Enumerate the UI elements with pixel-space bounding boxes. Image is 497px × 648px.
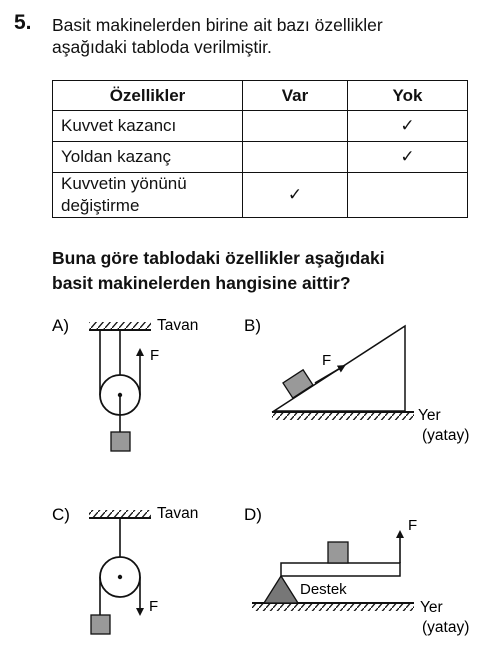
- ground-label-1: Yer: [418, 407, 441, 424]
- var-cell: ✓: [243, 173, 348, 218]
- option-d[interactable]: [244, 505, 469, 636]
- feature-cell: Yoldan kazanç: [53, 142, 243, 173]
- option-b-label: B): [244, 316, 261, 335]
- option-c[interactable]: [52, 505, 198, 634]
- yok-cell: ✓: [348, 111, 468, 142]
- option-a-label: A): [52, 316, 69, 335]
- option-d-label: D): [244, 505, 262, 524]
- yok-cell: ✓: [348, 142, 468, 173]
- feature-line-1: Kuvvetin yönünü: [61, 174, 187, 193]
- header-ozellikler: Özellikler: [53, 81, 243, 111]
- ground-hatch: [272, 412, 414, 420]
- ceiling-hatch: [89, 510, 151, 518]
- ground-label-2: (yatay): [422, 619, 470, 636]
- feature-line-2: değiştirme: [61, 196, 140, 215]
- ceiling-hatch: [89, 322, 151, 330]
- stem-line-2: aşağıdaki tabloda verilmiştir.: [52, 37, 272, 57]
- header-var: Var: [243, 81, 348, 111]
- support-label: Destek: [300, 581, 347, 598]
- ground-label-1: Yer: [420, 599, 443, 616]
- option-a[interactable]: [52, 316, 198, 451]
- prompt-line-1: Buna göre tablodaki özellikler aşağıdaki: [52, 248, 385, 268]
- header-yok: Yok: [348, 81, 468, 111]
- ground-label-2: (yatay): [422, 427, 470, 444]
- pulley-axle: [118, 575, 122, 579]
- ceiling-label: Tavan: [157, 505, 199, 522]
- load-box: [328, 542, 348, 563]
- ground-hatch: [252, 603, 414, 611]
- lever-beam: [281, 563, 400, 576]
- option-b[interactable]: [244, 316, 469, 444]
- prompt-line-2: basit makinelerden hangisine aittir?: [52, 273, 351, 293]
- force-label: F: [150, 347, 160, 364]
- load-box: [111, 432, 130, 451]
- fulcrum: [264, 576, 298, 603]
- ceiling-label: Tavan: [157, 317, 199, 334]
- question-number: 5.: [14, 11, 32, 34]
- load-box: [91, 615, 110, 634]
- force-label: F: [322, 352, 332, 369]
- force-label: F: [149, 598, 159, 615]
- option-c-label: C): [52, 505, 70, 524]
- feature-cell: Kuvvet kazancı: [53, 111, 243, 142]
- force-label: F: [408, 517, 418, 534]
- stem-line-1: Basit makinelerden birine ait bazı özellikler: [52, 15, 383, 35]
